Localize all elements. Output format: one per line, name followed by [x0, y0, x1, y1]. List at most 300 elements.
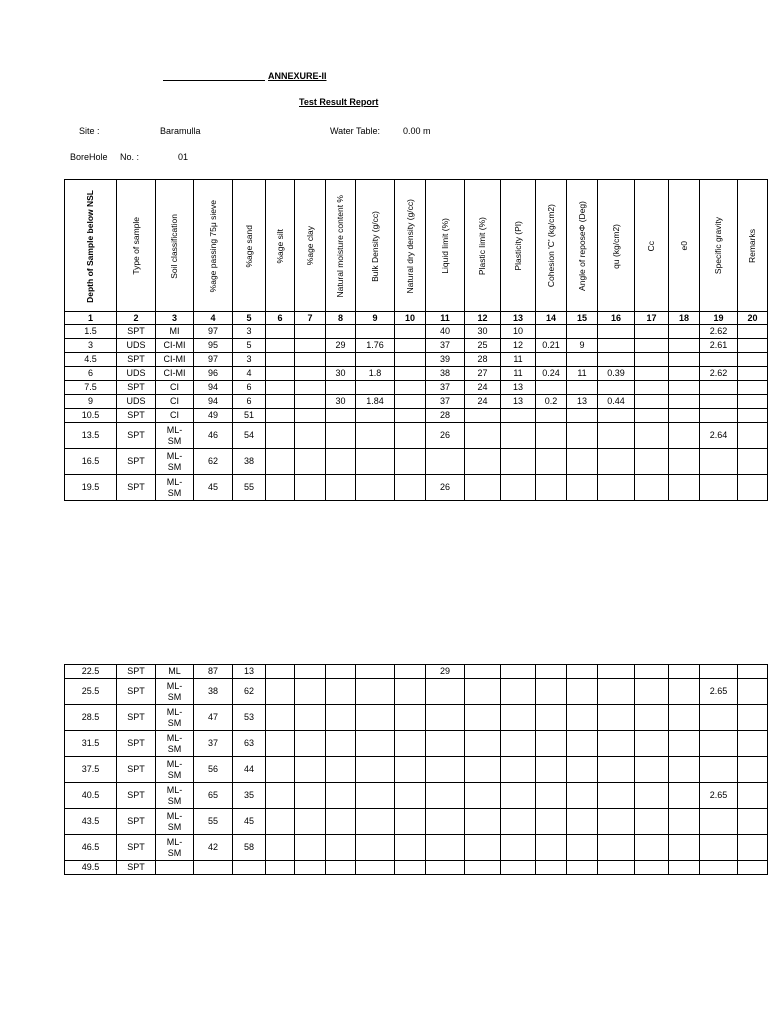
table-cell: 22.5 [65, 665, 117, 679]
table-cell [536, 705, 567, 731]
column-header-label: Remarks [747, 228, 757, 263]
column-header-label: %age passing 75μ sieve [207, 199, 218, 293]
table-cell: 29 [426, 665, 465, 679]
table-cell [233, 861, 266, 875]
table-cell [536, 449, 567, 475]
table-cell [266, 325, 295, 339]
table-cell [738, 409, 768, 423]
table-cell: SPT [117, 835, 156, 861]
column-number: 12 [465, 312, 501, 325]
table-cell [669, 679, 700, 705]
table-cell [669, 325, 700, 339]
table-cell [465, 475, 501, 501]
table-cell: 0.44 [598, 395, 635, 409]
table-cell [194, 861, 233, 875]
table-cell: ML-SM [156, 679, 194, 705]
table-cell: 2.65 [700, 783, 738, 809]
table-row [65, 353, 768, 367]
table-cell: UDS [117, 395, 156, 409]
table-cell [426, 449, 465, 475]
table-cell: 2.62 [700, 325, 738, 339]
table-cell [395, 395, 426, 409]
table-cell: 46 [194, 423, 233, 449]
column-header [501, 180, 536, 312]
table-cell [266, 449, 295, 475]
column-number: 3 [156, 312, 194, 325]
table-cell [465, 409, 501, 423]
table-cell: 1.76 [356, 339, 395, 353]
table-row [65, 449, 768, 475]
annexure-title: ANNEXURE-II [268, 71, 327, 81]
table-cell: SPT [117, 783, 156, 809]
table-cell [395, 665, 426, 679]
table-cell [295, 449, 326, 475]
table-cell [326, 679, 356, 705]
table-cell: SPT [117, 861, 156, 875]
table-cell: ML-SM [156, 449, 194, 475]
borehole-no-value: 01 [178, 152, 189, 162]
table-cell: 54 [233, 423, 266, 449]
table-cell: 6 [233, 395, 266, 409]
table-cell [598, 409, 635, 423]
table-cell: 30 [326, 367, 356, 381]
column-header-label: Angle of reposeΦ (Deg) [576, 201, 587, 291]
table-cell [326, 835, 356, 861]
table-cell [700, 705, 738, 731]
column-header-label: Plastic limit (%) [477, 216, 487, 276]
table-cell [326, 423, 356, 449]
table-cell [326, 783, 356, 809]
table-cell: CI-MI [156, 367, 194, 381]
table-cell [738, 705, 768, 731]
table-cell: SPT [117, 809, 156, 835]
table-cell [598, 861, 635, 875]
column-number: 8 [326, 312, 356, 325]
table-cell: ML-SM [156, 783, 194, 809]
table-cell [567, 353, 598, 367]
table-cell: 3 [233, 325, 266, 339]
table-cell [669, 665, 700, 679]
table-cell [635, 381, 669, 395]
table-cell [669, 835, 700, 861]
table-cell: CI-MI [156, 353, 194, 367]
water-table-label: Water Table: [330, 126, 381, 136]
table-cell [567, 809, 598, 835]
table-cell [669, 809, 700, 835]
table-cell [700, 409, 738, 423]
table-cell: 51 [233, 409, 266, 423]
column-number: 16 [598, 312, 635, 325]
table-cell [536, 835, 567, 861]
table-cell [669, 395, 700, 409]
table-cell [635, 395, 669, 409]
table-cell [501, 705, 536, 731]
table-cell [295, 809, 326, 835]
table-row [65, 325, 768, 339]
table-cell [738, 325, 768, 339]
table-cell: 30 [465, 325, 501, 339]
table-cell [465, 449, 501, 475]
table-cell: SPT [117, 381, 156, 395]
table-cell [598, 665, 635, 679]
table-cell [700, 731, 738, 757]
table-cell [635, 449, 669, 475]
table-cell: 27 [465, 367, 501, 381]
table-cell [266, 783, 295, 809]
table-cell [295, 367, 326, 381]
table-cell [295, 325, 326, 339]
table-cell [567, 381, 598, 395]
site-label: Site : [79, 126, 100, 136]
table-cell: 26 [426, 475, 465, 501]
table-cell [295, 475, 326, 501]
table-cell [738, 423, 768, 449]
table-cell [536, 679, 567, 705]
table-cell: 7.5 [65, 381, 117, 395]
borehole-label: BoreHole [70, 152, 108, 162]
table-cell [536, 353, 567, 367]
table-cell: 39 [426, 353, 465, 367]
column-number: 1 [65, 312, 117, 325]
table-cell [536, 409, 567, 423]
table-row [65, 809, 768, 835]
table-cell: 24 [465, 395, 501, 409]
table-cell [426, 705, 465, 731]
table-cell: 37 [426, 381, 465, 395]
table-cell: ML [156, 665, 194, 679]
column-header [635, 180, 669, 312]
table-cell: CI [156, 409, 194, 423]
table-cell [465, 731, 501, 757]
table-cell [295, 409, 326, 423]
table-cell [266, 665, 295, 679]
table-cell [536, 325, 567, 339]
table-cell: 43.5 [65, 809, 117, 835]
table-cell [669, 705, 700, 731]
table-cell [395, 757, 426, 783]
table-cell: 38 [426, 367, 465, 381]
table-cell [700, 757, 738, 783]
table-cell [738, 381, 768, 395]
table-cell [356, 325, 395, 339]
table-row [65, 783, 768, 809]
table-cell [567, 835, 598, 861]
column-header-label: Depth of Sample below NSL [85, 189, 95, 303]
table-cell: 37.5 [65, 757, 117, 783]
column-header-label: Plasticity (PI) [512, 221, 523, 271]
table-cell: 1.84 [356, 395, 395, 409]
table-cell: 38 [194, 679, 233, 705]
table-cell [738, 757, 768, 783]
table-cell [598, 325, 635, 339]
table-cell [266, 395, 295, 409]
column-header [295, 180, 326, 312]
table-cell: 0.39 [598, 367, 635, 381]
table-cell: 25 [465, 339, 501, 353]
column-number: 10 [395, 312, 426, 325]
column-header-label: Natural dry density (g/cc) [404, 198, 415, 294]
table-cell [501, 861, 536, 875]
table-cell: 28 [426, 409, 465, 423]
table-cell [356, 423, 395, 449]
table-cell: 87 [194, 665, 233, 679]
table-cell [395, 409, 426, 423]
table-cell: ML-SM [156, 475, 194, 501]
table-cell [395, 783, 426, 809]
table-cell [426, 783, 465, 809]
table-cell [356, 731, 395, 757]
table-cell: 25.5 [65, 679, 117, 705]
table-cell [295, 731, 326, 757]
column-header [700, 180, 738, 312]
table-cell [266, 809, 295, 835]
table-cell [567, 325, 598, 339]
column-header-label: Natural moisture content % [335, 194, 345, 298]
table-cell [356, 475, 395, 501]
table-cell [426, 679, 465, 705]
table-cell [598, 423, 635, 449]
table-cell [738, 367, 768, 381]
table-cell [356, 861, 395, 875]
table-cell: 58 [233, 835, 266, 861]
table-cell: UDS [117, 367, 156, 381]
column-number: 7 [295, 312, 326, 325]
table-cell: SPT [117, 731, 156, 757]
table-cell: 37 [194, 731, 233, 757]
table-cell: CI [156, 381, 194, 395]
table-cell [669, 475, 700, 501]
table-cell [326, 731, 356, 757]
table-cell: 13.5 [65, 423, 117, 449]
table-cell [567, 783, 598, 809]
table-cell: 94 [194, 395, 233, 409]
table-cell: 65 [194, 783, 233, 809]
table-cell: 13 [567, 395, 598, 409]
table-cell [501, 731, 536, 757]
table-cell [356, 835, 395, 861]
table-cell: 55 [194, 809, 233, 835]
table-cell [738, 475, 768, 501]
table-cell [598, 353, 635, 367]
table-cell [266, 475, 295, 501]
table-cell [536, 475, 567, 501]
table-cell [635, 705, 669, 731]
table-cell [326, 665, 356, 679]
table-cell: 5 [233, 339, 266, 353]
column-header-label: %age clay [304, 226, 315, 266]
table-cell: 9 [567, 339, 598, 353]
site-value: Baramulla [160, 126, 201, 136]
table-cell [295, 835, 326, 861]
column-number: 19 [700, 312, 738, 325]
table-cell: 49 [194, 409, 233, 423]
column-header [65, 180, 117, 312]
table-cell [426, 809, 465, 835]
table-cell: 95 [194, 339, 233, 353]
column-header-label: qu (kg/cm2) [610, 223, 621, 269]
column-number: 2 [117, 312, 156, 325]
table-cell [567, 409, 598, 423]
column-header-label: Soil classification [169, 213, 179, 279]
table-cell: 28 [465, 353, 501, 367]
table-cell [465, 705, 501, 731]
table-cell [395, 325, 426, 339]
table-cell: 30 [326, 395, 356, 409]
table-cell: SPT [117, 757, 156, 783]
table-cell [326, 475, 356, 501]
table-cell [700, 861, 738, 875]
table-cell [567, 475, 598, 501]
table-cell [635, 423, 669, 449]
table-cell [700, 665, 738, 679]
table-cell [465, 783, 501, 809]
table-row [65, 731, 768, 757]
table-cell: 26 [426, 423, 465, 449]
table-cell [295, 679, 326, 705]
table-cell [395, 705, 426, 731]
table-cell: ML-SM [156, 705, 194, 731]
table-cell: ML-SM [156, 423, 194, 449]
table-cell [266, 381, 295, 395]
table-cell [669, 449, 700, 475]
table-cell [295, 381, 326, 395]
table-cell: 11 [567, 367, 598, 381]
table-cell [395, 339, 426, 353]
table-cell: ML-SM [156, 809, 194, 835]
table-cell [738, 679, 768, 705]
table-cell: 56 [194, 757, 233, 783]
table-cell [598, 679, 635, 705]
table-cell: 31.5 [65, 731, 117, 757]
table-cell [356, 783, 395, 809]
table-cell: 0.21 [536, 339, 567, 353]
column-number: 11 [426, 312, 465, 325]
table-cell [266, 353, 295, 367]
column-header [266, 180, 295, 312]
table-cell: 3 [233, 353, 266, 367]
borehole-no-label: No. : [120, 152, 140, 162]
column-header-label: Specific gravity [713, 217, 723, 275]
table-cell: CI [156, 395, 194, 409]
table-cell: 42 [194, 835, 233, 861]
table-cell [426, 861, 465, 875]
table-cell [598, 731, 635, 757]
table-cell [326, 861, 356, 875]
table-cell: 55 [233, 475, 266, 501]
table-cell [395, 679, 426, 705]
table-cell [669, 731, 700, 757]
table-cell [738, 665, 768, 679]
table-cell [598, 835, 635, 861]
column-header [536, 180, 567, 312]
table-cell [156, 861, 194, 875]
table-cell [426, 731, 465, 757]
table-cell: 53 [233, 705, 266, 731]
column-header [156, 180, 194, 312]
table-row [65, 679, 768, 705]
column-number: 9 [356, 312, 395, 325]
table-cell: 10.5 [65, 409, 117, 423]
table-cell: 13 [233, 665, 266, 679]
table-cell [700, 809, 738, 835]
table-cell [326, 409, 356, 423]
test-results-table [64, 179, 768, 501]
table-cell: 2.65 [700, 679, 738, 705]
table-cell [326, 757, 356, 783]
table-cell: 62 [233, 679, 266, 705]
column-number: 4 [194, 312, 233, 325]
table-cell: 13 [501, 381, 536, 395]
table-cell [266, 409, 295, 423]
table-cell [266, 367, 295, 381]
table-row [65, 367, 768, 381]
column-header [567, 180, 598, 312]
table-cell [395, 423, 426, 449]
column-header [426, 180, 465, 312]
table-cell [266, 835, 295, 861]
column-header [356, 180, 395, 312]
table-cell: 10 [501, 325, 536, 339]
table-cell: CI-MI [156, 339, 194, 353]
table-cell: 97 [194, 353, 233, 367]
table-cell: MI [156, 325, 194, 339]
table-cell: 11 [501, 353, 536, 367]
table-cell [465, 665, 501, 679]
column-number: 14 [536, 312, 567, 325]
column-header [326, 180, 356, 312]
table-cell [635, 809, 669, 835]
table-cell: SPT [117, 409, 156, 423]
table-cell [669, 367, 700, 381]
table-cell [295, 665, 326, 679]
table-cell: 12 [501, 339, 536, 353]
table-cell [465, 757, 501, 783]
table-cell [635, 731, 669, 757]
table-cell: 62 [194, 449, 233, 475]
column-header-row [65, 180, 768, 312]
table-cell [295, 757, 326, 783]
table-cell [356, 679, 395, 705]
table-cell [395, 381, 426, 395]
table-cell [738, 731, 768, 757]
table-row [65, 381, 768, 395]
table-cell [738, 353, 768, 367]
table-cell: 44 [233, 757, 266, 783]
column-header-label: Cohesion 'C' (kg/cm2) [545, 204, 556, 288]
table-cell [395, 353, 426, 367]
column-number: 6 [266, 312, 295, 325]
table-cell [669, 423, 700, 449]
table-cell: ML-SM [156, 835, 194, 861]
table-cell: 29 [326, 339, 356, 353]
table-cell [567, 449, 598, 475]
column-header-label: %age sand [243, 224, 254, 268]
table-cell [295, 395, 326, 409]
table-cell [295, 861, 326, 875]
water-table-value: 0.00 m [403, 126, 431, 136]
table-cell: 96 [194, 367, 233, 381]
table-row [65, 395, 768, 409]
table-cell [635, 679, 669, 705]
table-cell: 4.5 [65, 353, 117, 367]
table-cell [501, 835, 536, 861]
table-cell [536, 809, 567, 835]
table-cell [536, 783, 567, 809]
table-cell [598, 381, 635, 395]
column-number-row [65, 312, 768, 325]
header-rule [163, 80, 265, 81]
table-cell: 28.5 [65, 705, 117, 731]
